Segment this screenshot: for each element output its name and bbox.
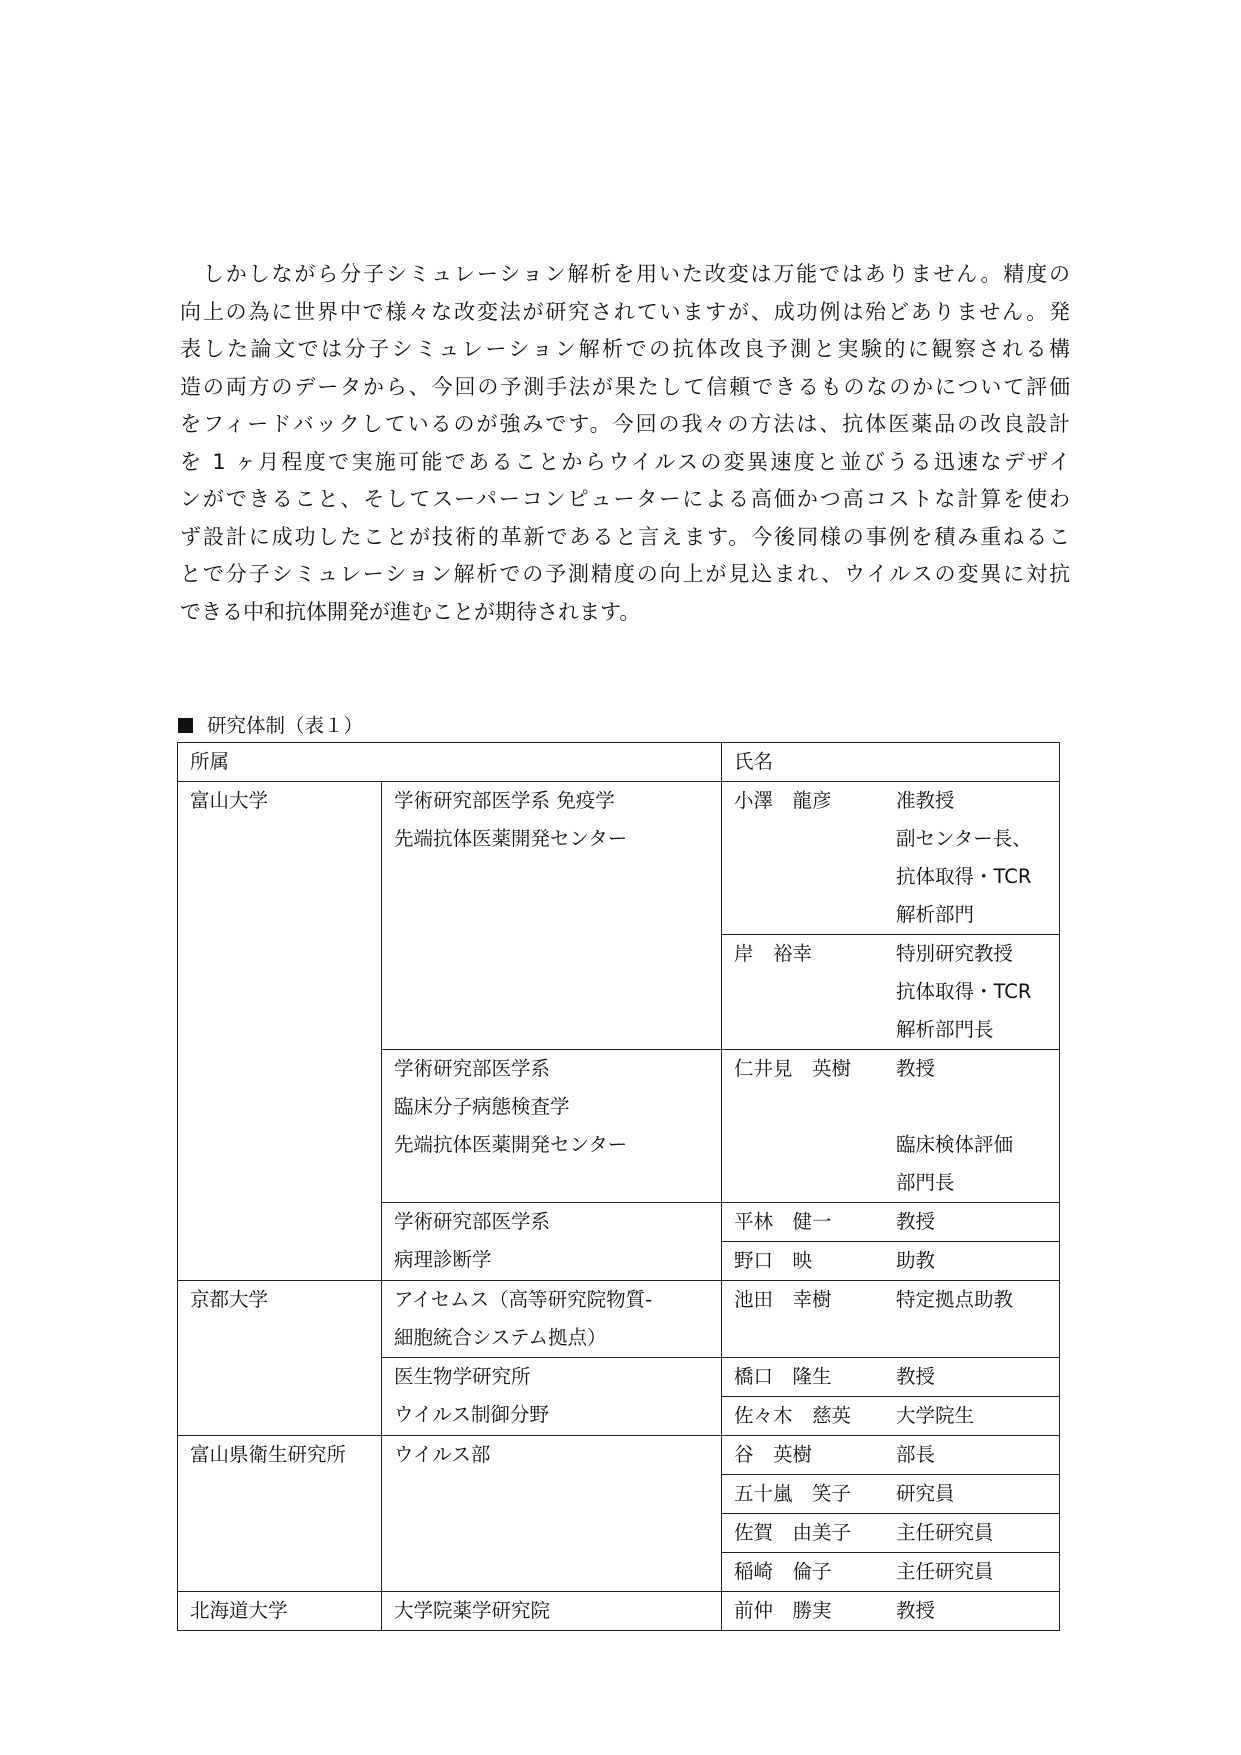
person-cell (722, 1592, 1060, 1631)
person-cell (722, 1553, 1060, 1592)
paragraph-line: ず設計に成功したことが技術的革新であると言えます。今後同様の事例を積み重ねるこ (180, 524, 1070, 549)
person-cell (722, 1514, 1060, 1553)
org-cell: 北海道大学 (178, 1592, 382, 1631)
paragraph-line: 向上の為に世界中で様々な改変法が研究されていますが、成功例は殆どありません。発 (180, 299, 1070, 324)
person-title: 主任研究員 (896, 1560, 994, 1583)
person-title: 抗体取得・TCR (896, 980, 1032, 1003)
person-title: 大学院生 (896, 1404, 975, 1427)
person-title: 臨床検体評価 (896, 1133, 1014, 1156)
person-title: 部長 (896, 1443, 936, 1466)
person-cell (722, 1050, 1060, 1203)
header-affiliation: 所属 (178, 743, 722, 782)
person-name: 池田 幸樹 (734, 1288, 832, 1311)
person-name: 佐賀 由美子 (734, 1521, 852, 1544)
header-name: 氏名 (722, 743, 1060, 782)
person-title: 教授 (896, 1057, 936, 1080)
person-title: 解析部門長 (896, 1018, 994, 1041)
paragraph-line: をフィードバックしているのが強みです。今回の我々の方法は、抗体医薬品の改良設計 (180, 412, 1070, 436)
org-cell: 富山県衛生研究所 (178, 1436, 382, 1592)
dept-cell: 学術研究部医学系 免疫学 先端抗体医薬開発センター (382, 782, 722, 1050)
paragraph-line: を 1 ヶ月程度で実施可能であることからウイルスの変異速度と並びうる迅速なデザイ (180, 449, 1070, 474)
person-title (896, 1088, 1059, 1126)
person-name: 佐々木 慈英 (734, 1404, 852, 1427)
person-title: 教授 (896, 1365, 936, 1388)
person-title: 特別研究教授 (896, 942, 1014, 965)
person-cell (722, 935, 1060, 1050)
person-name: 岸 裕幸 (734, 942, 813, 965)
dept-cell: 学術研究部医学系 臨床分子病態検査学 先端抗体医薬開発センター (382, 1050, 722, 1203)
paragraph-line: 表した論文では分子シミュレーション解析での抗体改良予測と実験的に観察される構 (180, 337, 1070, 361)
person-cell (722, 1475, 1060, 1514)
paragraph-line: しかしながら分子シミュレーション解析を用いた改変は万能ではありません。精度の (180, 262, 1070, 286)
table-row (178, 1592, 1060, 1631)
person-cell (722, 1358, 1060, 1397)
person-title: 主任研究員 (896, 1521, 994, 1544)
research-team-table (177, 742, 1060, 1631)
person-cell (722, 782, 1060, 935)
section-heading (178, 710, 363, 738)
table-row (178, 1281, 1060, 1358)
person-title: 研究員 (896, 1482, 955, 1505)
dept-cell: ウイルス部 (382, 1436, 722, 1592)
person-title: 准教授 (896, 789, 955, 812)
paragraph-line: ンができること、そしてスーパーコンピューターによる高価かつ高コストな計算を使わ (180, 487, 1070, 511)
person-cell (722, 1397, 1060, 1436)
person-name: 小澤 龍彦 (734, 789, 832, 812)
square-bullet-icon (178, 718, 193, 733)
person-name: 稲崎 倫子 (734, 1560, 832, 1583)
section-title-text: 研究体制（表１） (207, 714, 364, 737)
body-paragraph (180, 256, 1070, 631)
person-name: 谷 英樹 (734, 1443, 813, 1466)
person-name: 野口 映 (734, 1249, 813, 1272)
person-title: 特定拠点助教 (896, 1288, 1014, 1311)
person-name: 五十嵐 笑子 (734, 1482, 852, 1505)
person-cell (722, 1436, 1060, 1475)
person-title: 部門長 (896, 1171, 955, 1194)
person-title: 教授 (896, 1210, 936, 1233)
dept-cell: 医生物学研究所 ウイルス制御分野 (382, 1358, 722, 1436)
person-cell (722, 1242, 1060, 1281)
table-header-row (178, 743, 1060, 782)
person-title: 教授 (896, 1599, 936, 1622)
person-name: 仁井見 英樹 (734, 1057, 852, 1080)
paragraph-line: とで分子シミュレーション解析での予測精度の向上が見込まれ、ウイルスの変異に対抗 (180, 562, 1070, 586)
dept-cell: アイセムス（高等研究院物質- 細胞統合システム拠点） (382, 1281, 722, 1358)
org-cell: 富山大学 (178, 782, 382, 1281)
paragraph-line: できる中和抗体開発が進むことが期待されます。 (180, 599, 641, 624)
person-name: 平林 健一 (734, 1210, 832, 1233)
person-title: 解析部門 (896, 903, 975, 926)
person-title: 助教 (896, 1249, 936, 1272)
person-cell (722, 1203, 1060, 1242)
person-cell (722, 1281, 1060, 1358)
person-name: 前仲 勝実 (734, 1599, 832, 1622)
org-cell: 京都大学 (178, 1281, 382, 1436)
person-title: 抗体取得・TCR (896, 865, 1032, 888)
person-title: 副センター長、 (896, 827, 1032, 850)
dept-cell: 学術研究部医学系 病理診断学 (382, 1203, 722, 1281)
person-name: 橋口 隆生 (734, 1365, 832, 1388)
dept-cell: 大学院薬学研究院 (382, 1592, 722, 1631)
table-row (178, 1436, 1060, 1475)
paragraph-line: 造の両方のデータから、今回の予測手法が果たして信頼できるものなのかについて評価 (180, 374, 1070, 399)
table-row (178, 782, 1060, 935)
